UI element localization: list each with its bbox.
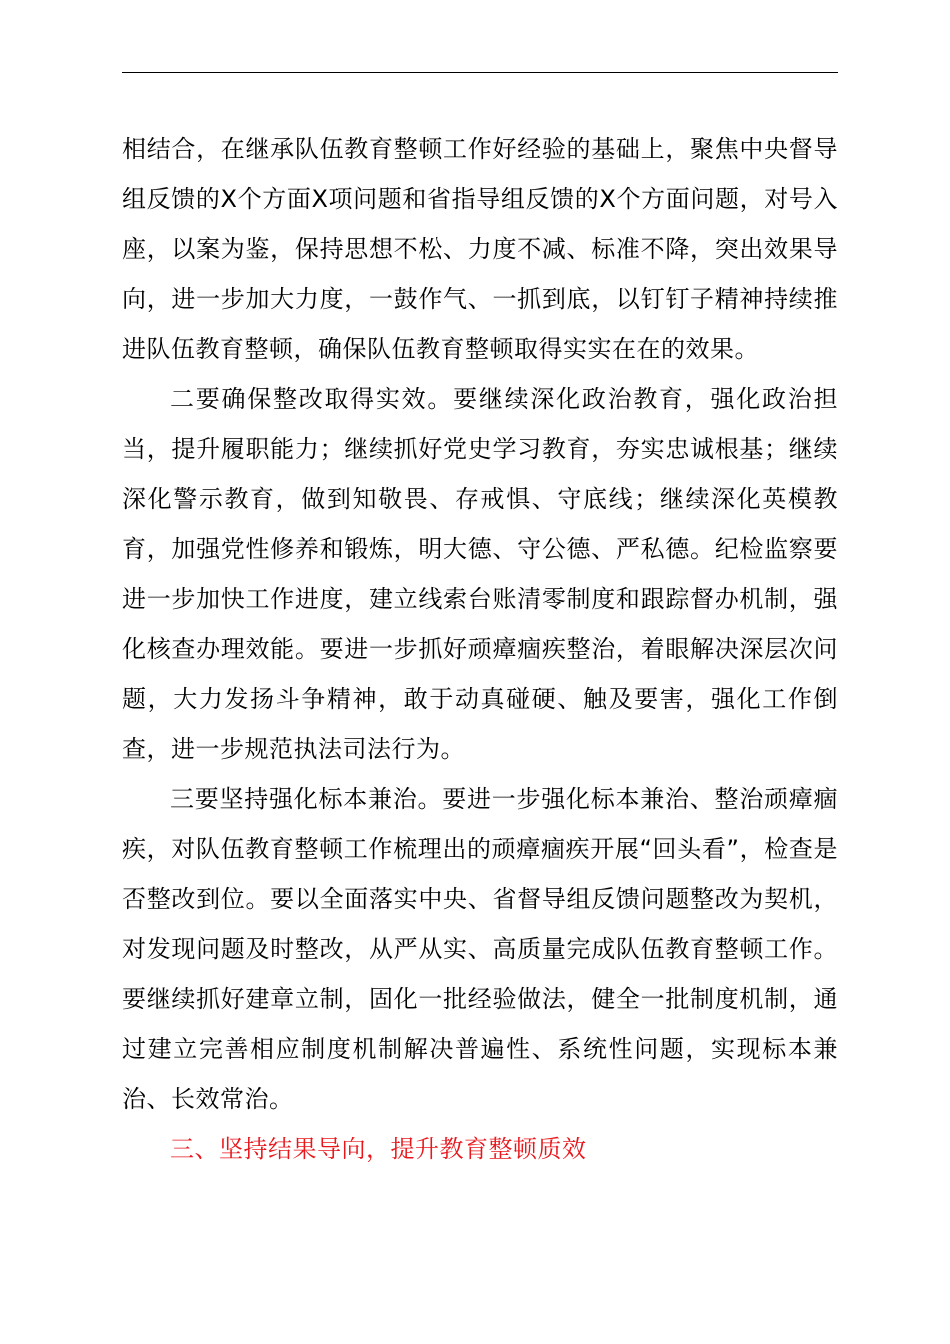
document-body: [122, 124, 838, 1174]
paragraph-root-causes: 三要坚持强化标本兼治。要进一步强化标本兼治、整治顽瘴痼疾，对队伍教育整顿工作梳理出的顽瘴痼疾开展“回头看”，检查是否整改到位。要以全面落实中央、省督导组反馈问题整改为契机，对发现问题及时整改，从严从实、高质量完成队伍教育整顿工作。要继续抓好建章立制，固化一批经验做法，健全一批制度机制，通过建立完善相应制度机制解决普遍性、系统性问题，实现标本兼治、长效常治。: [122, 785, 838, 1113]
section-heading: 三、坚持结果导向，提升教育整顿质效: [170, 1135, 587, 1163]
header-rule: [122, 72, 838, 73]
paragraph-continuation: 相结合，在继承队伍教育整顿工作好经验的基础上，聚焦中央督导组反馈的X个方面X项问题和省指导组反馈的X个方面问题，对号入座，以案为鉴，保持思想不松、力度不减、标准不降，突出效果导向，进一步加大力度，一鼓作气、一抓到底，以钉钉子精神持续推进队伍教育整顿，确保队伍教育整顿取得实实在在的效果。: [122, 135, 838, 363]
paragraph-rectification: 二要确保整改取得实效。要继续深化政治教育，强化政治担当，提升履职能力；继续抓好党史学习教育，夯实忠诚根基；继续深化警示教育，做到知敬畏、存戒惧、守底线；继续深化英模教育，加强党性修养和锻炼，明大德、守公德、严私德。纪检监察要进一步加快工作进度，建立线索台账清零制度和跟踪督办机制，强化核查办理效能。要进一步抓好顽瘴痼疾整治，着眼解决深层次问题，大力发扬斗争精神，敢于动真碰硬、触及要害，强化工作倒查，进一步规范执法司法行为。: [122, 385, 838, 763]
